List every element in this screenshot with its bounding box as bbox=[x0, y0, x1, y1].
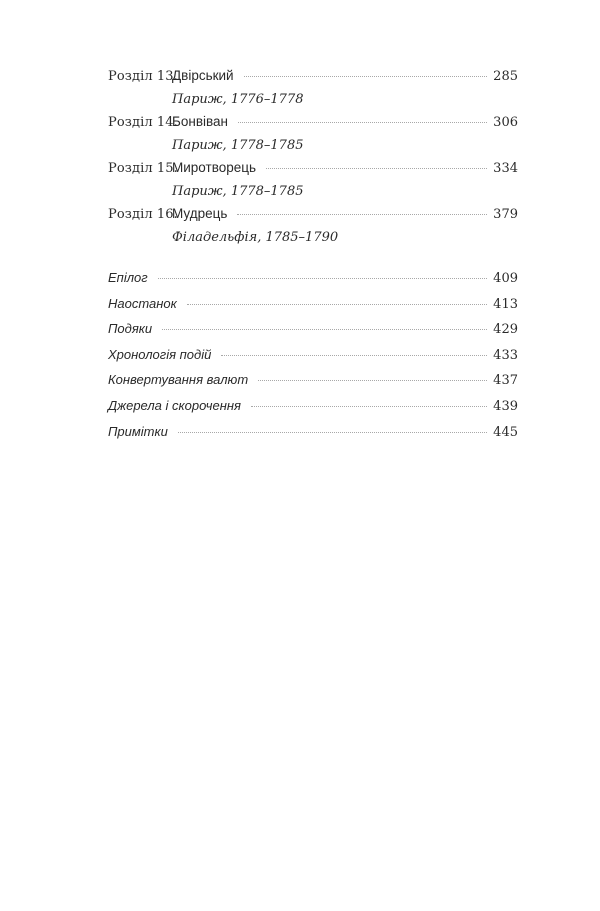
chapter-heading-line bbox=[108, 160, 518, 182]
dot-leader bbox=[221, 355, 487, 356]
entry-label: Примітки bbox=[108, 423, 168, 439]
entry-label: Наостанок bbox=[108, 295, 177, 311]
page-number: 437 bbox=[493, 373, 518, 389]
dot-leader bbox=[251, 406, 487, 407]
chapter-list bbox=[108, 68, 518, 252]
toc-afterword[interactable] bbox=[108, 296, 518, 322]
page-number: 409 bbox=[493, 271, 518, 286]
chapter-title: Бонвіван bbox=[172, 114, 228, 129]
chapter-subtitle: Париж, 1776–1778 bbox=[172, 92, 304, 107]
entry-label: Подяки bbox=[108, 321, 153, 337]
page-number: 439 bbox=[493, 398, 518, 414]
page-number: 413 bbox=[493, 296, 518, 312]
chapter-number: Розділ 16. bbox=[108, 207, 178, 222]
toc-chronology[interactable] bbox=[108, 347, 518, 373]
toc-chapter-15[interactable] bbox=[108, 160, 518, 206]
page-number: 334 bbox=[493, 161, 518, 176]
chapter-number: Розділ 13. bbox=[108, 69, 178, 84]
dot-leader bbox=[162, 329, 487, 330]
toc-acknowledgements[interactable] bbox=[108, 321, 518, 347]
dot-leader bbox=[244, 76, 488, 77]
chapter-subtitle: Париж, 1778–1785 bbox=[172, 184, 304, 199]
toc-chapter-16[interactable] bbox=[108, 206, 518, 252]
chapter-title: Мудрець bbox=[172, 206, 228, 221]
dot-leader bbox=[237, 214, 487, 215]
toc-chapter-14[interactable] bbox=[108, 114, 518, 160]
toc-chapter-13[interactable] bbox=[108, 68, 518, 114]
chapter-heading-line bbox=[108, 206, 518, 228]
entry-label: Джерела і скорочення bbox=[108, 397, 241, 413]
dot-leader bbox=[266, 168, 487, 169]
toc-notes[interactable] bbox=[108, 424, 518, 450]
page-number: 429 bbox=[493, 322, 518, 338]
page-number: 306 bbox=[493, 115, 518, 130]
page-number: 445 bbox=[493, 424, 518, 440]
chapter-subtitle: Філадельфія, 1785–1790 bbox=[172, 230, 339, 245]
chapter-subtitle: Париж, 1778–1785 bbox=[172, 138, 304, 153]
toc-epilogue[interactable] bbox=[108, 270, 518, 296]
chapter-number: Розділ 15. bbox=[108, 161, 178, 176]
chapter-title: Двірський bbox=[172, 68, 234, 83]
chapter-title: Миротворець bbox=[172, 160, 256, 175]
toc-currency-conversion[interactable] bbox=[108, 372, 518, 398]
chapter-number: Розділ 14. bbox=[108, 115, 178, 130]
entry-label: Епілог bbox=[108, 270, 148, 285]
backmatter-list bbox=[108, 270, 518, 449]
dot-leader bbox=[258, 380, 487, 381]
dot-leader bbox=[158, 278, 487, 279]
dot-leader bbox=[238, 122, 487, 123]
dot-leader bbox=[178, 432, 487, 433]
page-number: 433 bbox=[493, 347, 518, 363]
page-number: 379 bbox=[493, 207, 518, 222]
entry-label: Конвертування валют bbox=[108, 372, 249, 388]
chapter-heading-line bbox=[108, 114, 518, 136]
chapter-heading-line bbox=[108, 68, 518, 90]
entry-label: Хронологія подій bbox=[108, 346, 212, 362]
dot-leader bbox=[187, 304, 487, 305]
toc-sources[interactable] bbox=[108, 398, 518, 424]
page-number: 285 bbox=[493, 69, 518, 84]
